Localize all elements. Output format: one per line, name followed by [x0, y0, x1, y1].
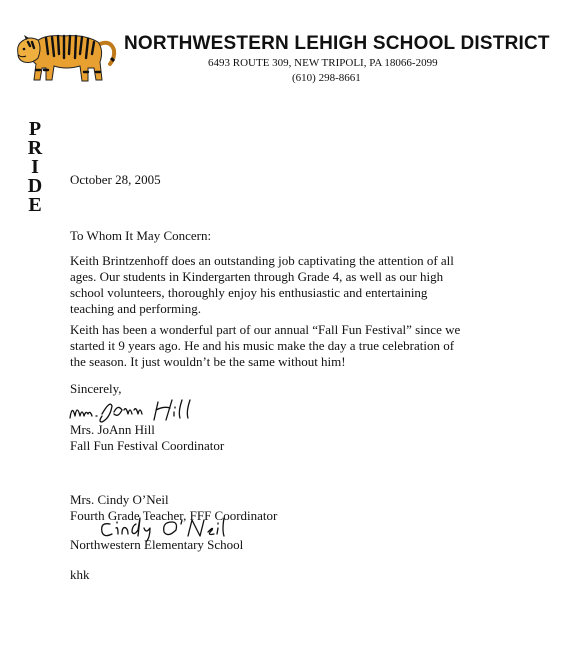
signer-2-school: Northwestern Elementary School: [70, 537, 244, 552]
signer-2-title: Fourth Grade Teacher, FFF Coordinator: [70, 508, 278, 523]
paragraph-line: the season. It just wouldn’t be the same without him!: [70, 354, 346, 369]
signer-1-name: Mrs. JoAnn Hill: [70, 422, 155, 437]
pride-letter: E: [28, 194, 42, 216]
tiger-icon: [14, 24, 118, 88]
district-name: NORTHWESTERN LEHIGH SCHOOL DISTRICT: [124, 33, 550, 54]
paragraph-line: school volunteers, thoroughly enjoy his enthusiastic and entertaining: [70, 285, 428, 300]
signer-1-title: Fall Fun Festival Coordinator: [70, 438, 225, 453]
district-address: 6493 ROUTE 309, NEW TRIPOLI, PA 18066-2099: [208, 57, 438, 69]
signer-2-name: Mrs. Cindy O’Neil: [70, 492, 169, 507]
paragraph-line: Keith Brintzenhoff does an outstanding job captivating the attention of all: [70, 253, 454, 268]
paragraph-2: [70, 322, 460, 370]
pride-letter: D: [27, 175, 43, 197]
pride-vertical-text: [25, 120, 45, 215]
closing: Sincerely,: [70, 381, 122, 396]
pride-letter: I: [31, 156, 39, 178]
district-phone: (610) 298-8661: [292, 72, 361, 84]
paragraph-line: teaching and performing.: [70, 301, 202, 316]
salutation: To Whom It May Concern:: [70, 228, 212, 243]
typist-initials: khk: [70, 567, 90, 582]
paragraph-line: Keith has been a wonderful part of our annual “Fall Fun Festival” since we: [70, 322, 461, 337]
letter-date: October 28, 2005: [70, 172, 161, 187]
paragraph-line: ages. Our students in Kindergarten through Grade 4, as well as our high: [70, 269, 444, 284]
pride-letter: P: [28, 118, 42, 140]
paragraph-1: [70, 253, 454, 317]
paragraph-line: started it 9 years ago. He and his music make the day a true celebration of: [70, 338, 455, 353]
pride-letter: R: [27, 137, 43, 159]
